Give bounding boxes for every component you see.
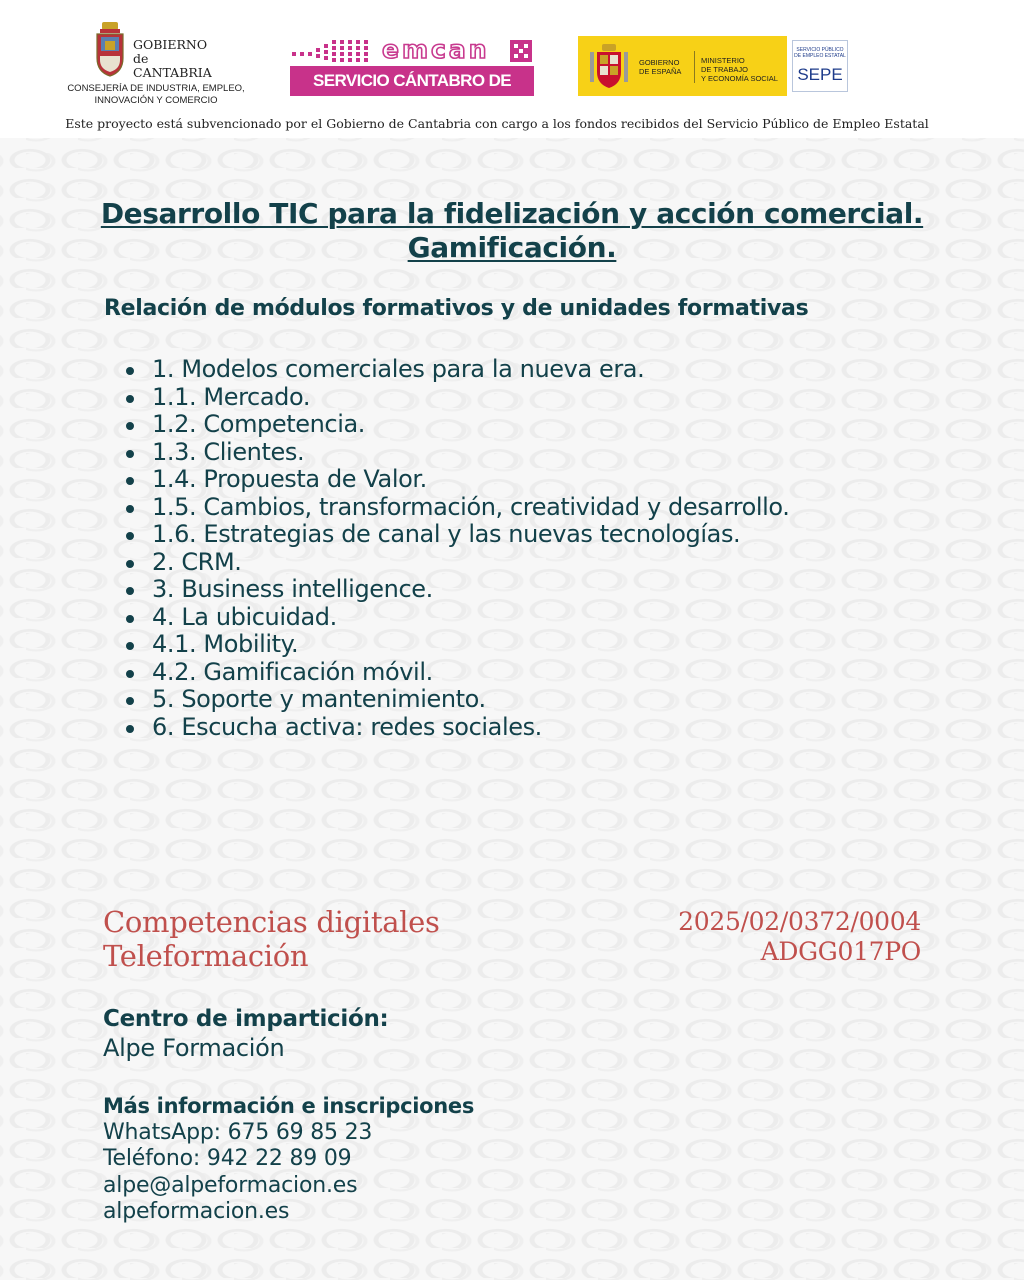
gobesp-b-line2: DE TRABAJO: [701, 65, 748, 74]
module-item: 4.2. Gamificación móvil.: [126, 659, 790, 687]
website-contact: alpeformacion.es: [103, 1198, 290, 1224]
emcan-bar-text: SERVICIO CÁNTABRO DE EMPLEO: [290, 66, 534, 96]
gobierno-cantabria-logo: [66, 20, 246, 108]
sepe-big-text: SEPE: [797, 65, 843, 84]
module-item: 4.1. Mobility.: [126, 631, 790, 659]
gobesp-b-line3: Y ECONOMÍA SOCIAL: [701, 74, 778, 83]
course-category: [103, 905, 440, 973]
module-item: 1.4. Propuesta de Valor.: [126, 466, 790, 494]
gobesp-a-line1: GOBIERNO: [639, 58, 680, 67]
phone-contact: Teléfono: 942 22 89 09: [103, 1146, 352, 1172]
consejeria-line1: CONSEJERÍA DE INDUSTRIA, EMPLEO,: [67, 83, 245, 94]
centro-value: Alpe Formación: [103, 1034, 285, 1062]
sepe-small-text: [793, 47, 847, 59]
sepe-small-line2: DE EMPLEO ESTATAL: [794, 53, 846, 59]
module-item: 1. Modelos comerciales para la nueva era.: [126, 356, 790, 384]
category-line1: Competencias digitales: [103, 905, 440, 939]
modules-subtitle: Relación de módulos formativos y de unidades formativas: [104, 296, 809, 321]
sepe-logo: [792, 40, 848, 92]
spain-coat-of-arms-icon: [588, 42, 630, 90]
sepe-small-line1: SERVICIO PÚBLICO: [796, 47, 844, 53]
cantabria-line2: de: [133, 51, 149, 66]
modules-list: [126, 356, 790, 741]
emcan-word: emcan: [382, 35, 490, 64]
cantabria-line3: CANTABRIA: [133, 65, 212, 80]
info-heading: Más información e inscripciones: [103, 1094, 475, 1118]
module-item: 1.3. Clientes.: [126, 439, 790, 467]
module-item: 1.5. Cambios, transformación, creatividad y desarrollo.: [126, 494, 790, 522]
whatsapp-contact: WhatsApp: 675 69 85 23: [103, 1120, 373, 1145]
module-item: 2. CRM.: [126, 549, 790, 577]
header: [0, 0, 1024, 138]
contact-info: [103, 1120, 372, 1225]
course-code-number: 2025/02/0372/0004: [678, 907, 921, 936]
module-item: 3. Business intelligence.: [126, 576, 790, 604]
consejeria-text: [66, 83, 246, 106]
module-item: 1.6. Estrategias de canal y las nuevas tecnologías.: [126, 521, 790, 549]
emcan-logo: [290, 35, 534, 120]
cantabria-line1: GOBIERNO: [133, 37, 208, 52]
category-line2: Teleformación: [103, 939, 309, 973]
subsidy-notice: Este proyecto está subvencionado por el Gobierno de Cantabria con cargo a los fondos recibidos del Servicio Público de Empleo Estatal: [65, 116, 929, 131]
consejeria-line2: INNOVACIÓN Y COMERCIO: [94, 94, 218, 106]
module-item: 1.2. Competencia.: [126, 411, 790, 439]
gobierno-cantabria-text: [133, 38, 212, 80]
gobierno-espana-text: [639, 58, 681, 76]
cantabria-crest-icon: [94, 22, 126, 78]
gobesp-a-line2: DE ESPAÑA: [639, 67, 682, 76]
centro-heading: Centro de impartición:: [103, 1006, 389, 1032]
gobierno-espana-logo: [578, 36, 787, 96]
module-item: 5. Soporte y mantenimiento.: [126, 686, 790, 714]
module-item: 1.1. Mercado.: [126, 384, 790, 412]
course-code-id: ADGG017PO: [760, 937, 921, 966]
gobesp-divider: [694, 51, 695, 83]
course-codes: [678, 907, 921, 967]
ministerio-text: [701, 56, 778, 83]
email-contact: alpe@alpeformacion.es: [103, 1172, 358, 1198]
module-item: 4. La ubicuidad.: [126, 604, 790, 632]
module-item: 6. Escucha activa: redes sociales.: [126, 714, 790, 742]
gobesp-b-line1: MINISTERIO: [701, 56, 745, 65]
course-title: Desarrollo TIC para la fidelización y acción comercial. Gamificación.: [100, 197, 924, 264]
